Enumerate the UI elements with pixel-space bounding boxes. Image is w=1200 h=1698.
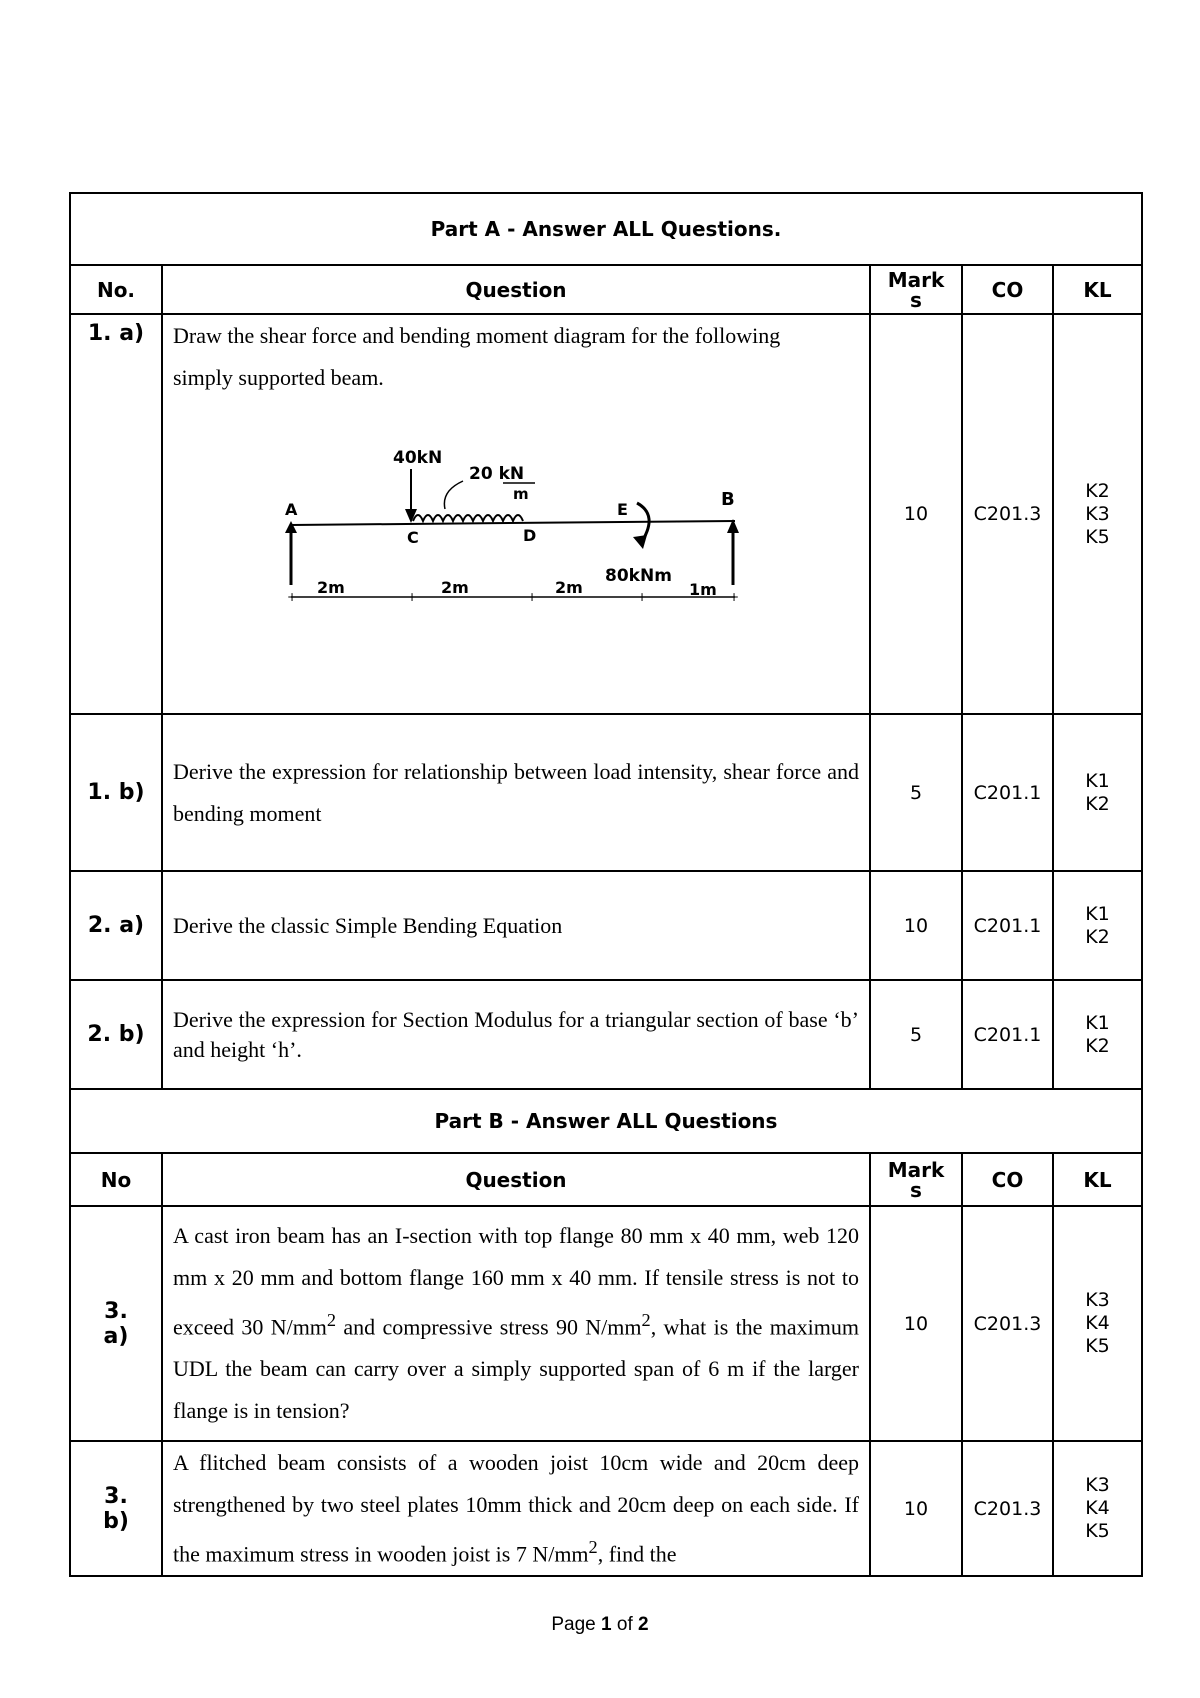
question-row-3a: [70, 1206, 1142, 1441]
marks-value: 10: [870, 871, 962, 980]
question-row-1b: [70, 714, 1142, 871]
marks-value: 5: [870, 714, 962, 871]
question-text: A flitched beam consists of a wooden joist 10cm wide and 20cm deep strengthened by two steel plates 10mm thick and 20cm deep on each side. If the maximum stress in wooden joist is 7 $N/mm^2$, find the: [162, 1441, 870, 1576]
beam-diagram: [273, 433, 753, 613]
co-value: C201.1: [962, 714, 1053, 871]
header-marks: Mark s: [870, 1153, 962, 1206]
question-number: 1. a): [70, 314, 162, 714]
part-a-column-headers: [70, 265, 1142, 314]
header-co: CO: [962, 1153, 1053, 1206]
question-number: 1. b): [70, 714, 162, 871]
co-value: C201.3: [962, 314, 1053, 714]
question-row-3b: [70, 1441, 1142, 1576]
kl-value: K1 K2: [1053, 714, 1142, 871]
header-no: No: [70, 1153, 162, 1206]
marks-value: 10: [870, 1441, 962, 1576]
udl-coils: [413, 515, 523, 521]
svg-text:+: +: [407, 590, 418, 604]
svg-text:E: E: [617, 500, 628, 519]
header-co: CO: [962, 265, 1053, 314]
header-kl: KL: [1053, 1153, 1142, 1206]
question-text: Derive the expression for relationship between load intensity, shear force and bending moment: [162, 714, 870, 871]
header-question: Question: [162, 1153, 870, 1206]
svg-text:80kNm: 80kNm: [605, 566, 672, 586]
question-text: Derive the expression for Section Modulus for a triangular section of base ‘b’ and height ‘h’.: [162, 980, 870, 1089]
kl-value: K2 K3 K5: [1053, 314, 1142, 714]
svg-text:+: +: [287, 590, 298, 604]
header-question: Question: [162, 265, 870, 314]
question-text: Draw the shear force and bending moment diagram for the following simply supported beam. 40kN 20 kN m 80kNm A C D E B + + + + + 2m 2m 2m 1m: [162, 314, 870, 714]
marks-value: 5: [870, 980, 962, 1089]
svg-text:B: B: [721, 489, 735, 510]
svg-text:2m: 2m: [317, 578, 345, 597]
co-value: C201.3: [962, 1441, 1053, 1576]
svg-text:m: m: [513, 485, 529, 503]
kl-value: K3 K4 K5: [1053, 1441, 1142, 1576]
question-row-2a: [70, 871, 1142, 980]
svg-text:C: C: [407, 528, 419, 547]
svg-text:+: +: [637, 590, 648, 604]
question-text: Derive the classic Simple Bending Equation: [162, 871, 870, 980]
svg-text:40kN: 40kN: [393, 448, 443, 468]
question-table: [69, 192, 1143, 1577]
question-number: 3. b): [70, 1441, 162, 1576]
question-number: 2. a): [70, 871, 162, 980]
question-row-1a: [70, 314, 1142, 714]
marks-value: 10: [870, 1206, 962, 1441]
svg-text:A: A: [285, 500, 298, 519]
page-footer: Page 1 of 2: [551, 1614, 649, 1635]
question-number: 3. a): [70, 1206, 162, 1441]
header-marks: Mark s: [870, 265, 962, 314]
question-row-2b: [70, 980, 1142, 1089]
svg-text:+: +: [729, 590, 740, 604]
marks-value: 10: [870, 314, 962, 714]
kl-value: K1 K2: [1053, 980, 1142, 1089]
part-a-title: Part A - Answer ALL Questions.: [70, 193, 1142, 265]
part-b-title: Part B - Answer ALL Questions: [70, 1089, 1142, 1153]
co-value: C201.1: [962, 871, 1053, 980]
question-text: A cast iron beam has an I-section with top flange 80 mm x 40 mm, web 120 mm x 20 mm and bottom flange 160 mm x 40 mm. If tensile stress is not to exceed 30 $N/mm^2$ and compressive stress 90 $N/mm^2$, what is the maximum UDL the beam can carry over a simply supported span of 6 m if the larger flange is in tension?: [162, 1206, 870, 1441]
header-kl: KL: [1053, 265, 1142, 314]
question-number: 2. b): [70, 980, 162, 1089]
header-no: No.: [70, 265, 162, 314]
part-b-column-headers: [70, 1153, 1142, 1206]
svg-text:1m: 1m: [689, 580, 717, 599]
kl-value: K1 K2: [1053, 871, 1142, 980]
svg-text:20 kN: 20 kN: [469, 464, 525, 484]
kl-value: K3 K4 K5: [1053, 1206, 1142, 1441]
svg-text:2m: 2m: [555, 578, 583, 597]
co-value: C201.3: [962, 1206, 1053, 1441]
co-value: C201.1: [962, 980, 1053, 1089]
svg-text:2m: 2m: [441, 578, 469, 597]
svg-text:D: D: [523, 526, 537, 545]
svg-text:+: +: [527, 590, 538, 604]
